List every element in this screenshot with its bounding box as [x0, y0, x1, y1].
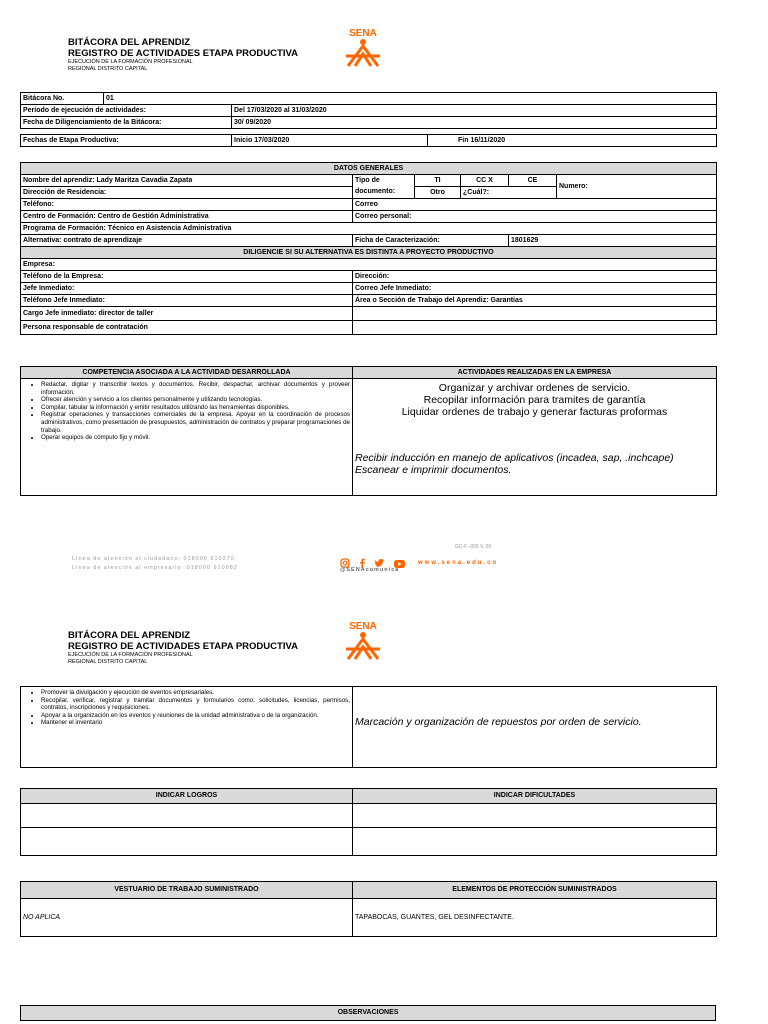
competencia-item: • Recopilar, verificar, registrar y tramitar documentos y formularios como: solicitudes, licencias, permisos, contratos, inscripciones y requisiciones.: [41, 697, 350, 712]
cc-option[interactable]: CC X: [461, 175, 509, 187]
responsable-extra-cell[interactable]: [353, 321, 717, 335]
etapa-label: Fechas de Etapa Productiva:: [21, 135, 232, 147]
centro-field[interactable]: Centro de Formación: Centro de Gestión Administrativa: [21, 211, 353, 223]
actividad-1: Organizar y archivar ordenes de servicio.: [438, 382, 631, 394]
header2-title-1: BITÁCORA DEL APRENDIZ: [68, 630, 191, 641]
form-code: GC-F -005 V. 05: [455, 544, 492, 550]
numero-field[interactable]: Numero:: [557, 175, 717, 199]
observaciones-header: OBSERVACIONES: [21, 1006, 716, 1021]
dificultades-cell-2[interactable]: [353, 828, 717, 856]
header-sub-2: REGIONAL DISTRITO CAPITAL: [68, 66, 148, 72]
sena-logo: [342, 26, 384, 68]
fecha-value[interactable]: 30/ 09/2020: [232, 117, 717, 129]
logros-cell-1[interactable]: [21, 804, 353, 828]
vestuario-table: [20, 881, 717, 937]
inicio-value[interactable]: Inicio 17/03/2020: [232, 135, 428, 147]
header2-sub-2: REGIONAL DISTRITO CAPITAL: [68, 659, 148, 665]
logros-table: [20, 788, 717, 856]
dir-empresa-field[interactable]: Dirección:: [353, 271, 717, 283]
linea-ciudadano: Línea de atención al ciudadano: 018000 910270: [72, 556, 235, 562]
header-title-1: BITÁCORA DEL APRENDIZ: [68, 37, 191, 48]
sena-logo-2-text: SENA: [349, 621, 377, 632]
competencia-item: • Redactar, digitar y transcribir textos y documentos. Recibir, despachar, archivar documentos y proveer información.: [41, 381, 350, 396]
cargo-extra-cell[interactable]: [353, 307, 717, 321]
header2-sub-1: EJECUCIÓN DE LA FORMACIÓN PROFESIONAL: [68, 652, 193, 658]
dificultades-header: INDICAR DIFICULTADES: [353, 789, 717, 804]
correo-field[interactable]: Correo: [353, 199, 717, 211]
area-field[interactable]: Área o Sección de Trabajo del Aprendiz: Garantias: [353, 295, 717, 307]
actividades-cell[interactable]: [353, 379, 717, 496]
elementos-header: ELEMENTOS DE PROTECCIÓN SUMINISTRADOS: [353, 882, 717, 899]
otro-option[interactable]: Otro: [415, 187, 461, 199]
periodo-label: Periodo de ejecución de actividades:: [21, 105, 232, 117]
logros-header: INDICAR LOGROS: [21, 789, 353, 804]
tipo-label-1: Tipo de: [353, 175, 415, 187]
fecha-label: Fecha de Diligenciamiento de la Bitácora:: [21, 117, 232, 129]
sena-handle: @SENAcomunica: [340, 567, 400, 573]
bitacora-value[interactable]: 01: [104, 93, 717, 105]
actividades-header: ACTIVIDADES REALIZADAS EN LA EMPRESA: [353, 367, 717, 379]
competencia-table: [20, 366, 717, 496]
vestuario-header: VESTUARIO DE TRABAJO SUMINISTRADO: [21, 882, 353, 899]
competencia-item: • Apoyar a la organización en los eventos y reuniones de la unidad administrativa o de la organización.: [41, 712, 350, 720]
nombre-field[interactable]: Nombre del aprendiz: Lady Maritza Cavadia Zapata: [21, 175, 353, 187]
datos-table: [20, 162, 717, 335]
ficha-label: Ficha de Caracterización:: [353, 235, 509, 247]
competencia-item: • Promover la divulgación y ejecución de eventos empresariales.: [41, 689, 350, 697]
competencia-item: • Operar equipos de cómputo fijo y móvil.: [41, 434, 350, 442]
dificultades-cell-1[interactable]: [353, 804, 717, 828]
alternativa-field[interactable]: Alternativa: contrato de aprendizaje: [21, 235, 353, 247]
programa-field[interactable]: Programa de Formación: Técnico en Asistencia Administrativa: [21, 223, 717, 235]
tel-jefe-field[interactable]: Teléfono Jefe Inmediato:: [21, 295, 353, 307]
empresa-field[interactable]: Empresa:: [21, 259, 717, 271]
header2-title-2: REGISTRO DE ACTIVIDADES ETAPA PRODUCTIVA: [68, 641, 298, 652]
etapa-table: [20, 134, 717, 147]
competencia-table-2: [20, 686, 717, 768]
page-header-2: [68, 630, 298, 666]
sena-logo-2: [342, 619, 384, 661]
responsable-field[interactable]: Persona responsable de contratación: [21, 321, 353, 335]
header-title-2: REGISTRO DE ACTIVIDADES ETAPA PRODUCTIVA: [68, 48, 298, 59]
periodo-value[interactable]: Del 17/03/2020 al 31/03/2020: [232, 105, 717, 117]
fin-value[interactable]: Fin 16/11/2020: [428, 135, 717, 147]
ti-option[interactable]: TI: [415, 175, 461, 187]
linea-empresario: Línea de atención al empresario: 018000 910682: [72, 565, 238, 571]
tipo-label-2: documento:: [353, 187, 415, 199]
competencia-list: [21, 379, 353, 496]
datos-title: DATOS GENERALES: [21, 163, 717, 175]
header-sub-1: EJECUCIÓN DE LA FORMACIÓN PROFESIONAL: [68, 59, 193, 65]
competencia-list-2: [21, 687, 353, 768]
competencia-item: • Ofrecer atención y servicio a los clientes personalmente y utilizando tecnologías.: [41, 396, 350, 404]
cargo-field[interactable]: Cargo Jefe inmediato: director de taller: [21, 307, 353, 321]
observaciones-table: [20, 1005, 716, 1021]
vestuario-value[interactable]: NO APLICA: [21, 899, 353, 937]
elementos-value[interactable]: TAPABOCAS, GUANTES, GEL DESINFECTANTE.: [353, 899, 717, 937]
correo-jefe-field[interactable]: Correo Jefe Inmediato:: [353, 283, 717, 295]
info-table: [20, 92, 717, 129]
bitacora-label: Bitácora No.: [21, 93, 104, 105]
sena-logo-text: SENA: [349, 28, 377, 39]
jefe-field[interactable]: Jefe Inmediato:: [21, 283, 353, 295]
competencia-item: • Registrar operaciones y transacciones comerciales de la empresa. Apoyar en la coordinación de procesos administrativos, como presentación de presupuestos, administración de contratos y preparar programaciones de trabajo.: [41, 411, 350, 434]
actividad-3: Liquidar ordenes de trabajo y generar facturas proformas: [401, 406, 668, 418]
competencia-item: • Compilar, tabular la información y emitir resultados utilizando las herramientas disponibles.: [41, 404, 350, 412]
competencia-item: • Mantener el inventario: [41, 719, 350, 727]
actividades-cell-2[interactable]: [353, 687, 717, 768]
ficha-value[interactable]: 1801629: [509, 235, 717, 247]
actividad-2: Recopilar información para tramites de garantía: [423, 394, 646, 406]
ce-option[interactable]: CE: [509, 175, 557, 187]
diligencie-header: DILIGENCIE SI SU ALTERNATIVA ES DISTINTA A PROYECTO PRODUCTIVO: [21, 247, 717, 259]
actividad-5: Escanear e imprimir documentos.: [355, 464, 512, 476]
sena-website[interactable]: www.sena.edu.co: [418, 560, 499, 566]
actividad-4: Recibir inducción en manejo de aplicativos (incadea, sap, .inchcape): [355, 452, 674, 464]
cual-field[interactable]: ¿Cuál?:: [461, 187, 557, 199]
actividad-6: Marcación y organización de repuestos por orden de servicio.: [355, 716, 642, 728]
telefono-field[interactable]: Teléfono:: [21, 199, 353, 211]
footer-lines: [72, 555, 238, 573]
competencia-header: COMPETENCIA ASOCIADA A LA ACTIVIDAD DESARROLLADA: [21, 367, 353, 379]
direccion-field[interactable]: Dirección de Residencia:: [21, 187, 353, 199]
correo-personal-field[interactable]: Correo personal:: [353, 211, 717, 223]
logros-cell-2[interactable]: [21, 828, 353, 856]
tel-empresa-field[interactable]: Teléfono de la Empresa:: [21, 271, 353, 283]
page-header: [68, 37, 298, 73]
